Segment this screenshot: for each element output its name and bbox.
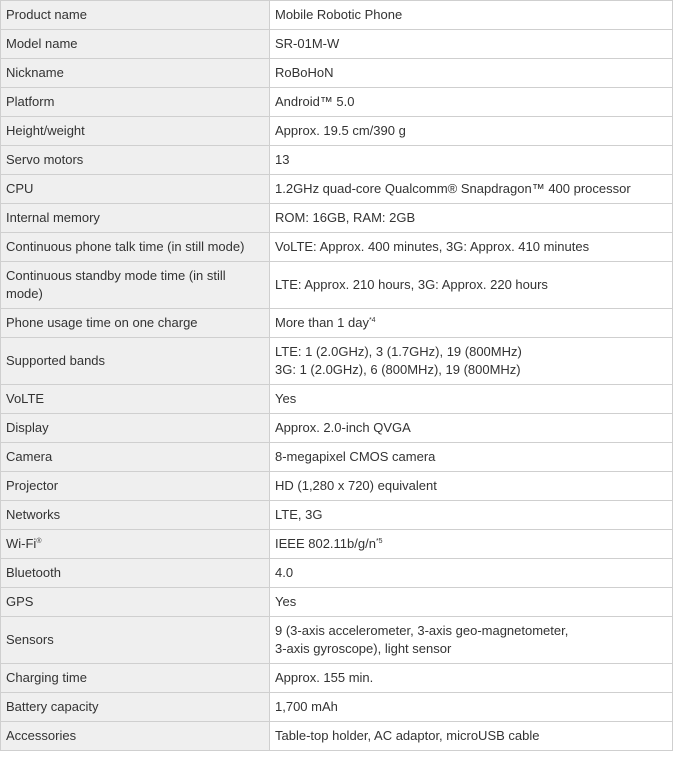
spec-row-charging-time — [1, 664, 673, 693]
spec-row-gps — [1, 588, 673, 617]
spec-label: Continuous phone talk time (in still mode) — [1, 233, 270, 262]
spec-label: Nickname — [1, 59, 270, 88]
spec-value: ROM: 16GB, RAM: 2GB — [270, 204, 673, 233]
spec-value: 1.2GHz quad-core Qualcomm® Snapdragon™ 400 processor — [270, 175, 673, 204]
spec-label: Height/weight — [1, 117, 270, 146]
spec-value — [270, 338, 673, 385]
footnote-mark: *5 — [375, 538, 383, 545]
spec-row-platform — [1, 88, 673, 117]
spec-value: Approx. 155 min. — [270, 664, 673, 693]
spec-value — [270, 617, 673, 664]
spec-value: Approx. 2.0-inch QVGA — [270, 414, 673, 443]
spec-label: Charging time — [1, 664, 270, 693]
spec-row-cpu — [1, 175, 673, 204]
spec-value: Approx. 19.5 cm/390 g — [270, 117, 673, 146]
spec-value: SR-01M-W — [270, 30, 673, 59]
spec-label: Bluetooth — [1, 559, 270, 588]
spec-value: Yes — [270, 588, 673, 617]
spec-row-standby-time — [1, 262, 673, 309]
spec-row-accessories — [1, 722, 673, 751]
spec-value: 4.0 — [270, 559, 673, 588]
registered-mark: ® — [36, 538, 42, 545]
spec-value: HD (1,280 x 720) equivalent — [270, 472, 673, 501]
spec-value: Yes — [270, 385, 673, 414]
spec-value: Table-top holder, AC adaptor, microUSB cable — [270, 722, 673, 751]
spec-value: Android™ 5.0 — [270, 88, 673, 117]
spec-row-wifi — [1, 530, 673, 559]
spec-label: Product name — [1, 1, 270, 30]
spec-row-sensors — [1, 617, 673, 664]
spec-value — [270, 530, 673, 559]
spec-row-nickname — [1, 59, 673, 88]
spec-value-line: 3G: 1 (2.0GHz), 6 (800MHz), 19 (800MHz) — [275, 362, 521, 377]
spec-label: Supported bands — [1, 338, 270, 385]
spec-label: Battery capacity — [1, 693, 270, 722]
spec-label: CPU — [1, 175, 270, 204]
spec-row-height-weight — [1, 117, 673, 146]
spec-value: RoBoHoN — [270, 59, 673, 88]
spec-value: LTE, 3G — [270, 501, 673, 530]
spec-label: Platform — [1, 88, 270, 117]
spec-value-line: 3-axis gyroscope), light sensor — [275, 641, 452, 656]
spec-value-line: LTE: 1 (2.0GHz), 3 (1.7GHz), 19 (800MHz) — [275, 344, 522, 359]
spec-row-volte — [1, 385, 673, 414]
spec-value: 8-megapixel CMOS camera — [270, 443, 673, 472]
spec-row-bluetooth — [1, 559, 673, 588]
spec-row-talk-time — [1, 233, 673, 262]
spec-value-text: IEEE 802.11b/g/n — [275, 536, 376, 551]
spec-row-networks — [1, 501, 673, 530]
spec-label: Internal memory — [1, 204, 270, 233]
spec-label-text: Wi-Fi — [6, 536, 37, 551]
spec-table-body — [1, 1, 673, 751]
spec-row-battery-capacity — [1, 693, 673, 722]
spec-label: Projector — [1, 472, 270, 501]
spec-row-projector — [1, 472, 673, 501]
spec-label: Accessories — [1, 722, 270, 751]
spec-label: Sensors — [1, 617, 270, 664]
spec-label: Display — [1, 414, 270, 443]
spec-label: Servo motors — [1, 146, 270, 175]
footnote-mark: *4 — [368, 317, 376, 324]
spec-row-display — [1, 414, 673, 443]
spec-label: Continuous standby mode time (in still mode) — [1, 262, 270, 309]
spec-row-model-name — [1, 30, 673, 59]
spec-label: VoLTE — [1, 385, 270, 414]
spec-label: Model name — [1, 30, 270, 59]
spec-label: Networks — [1, 501, 270, 530]
spec-row-servo-motors — [1, 146, 673, 175]
spec-value-line: 9 (3-axis accelerometer, 3-axis geo-magnetometer, — [275, 623, 569, 638]
spec-row-internal-memory — [1, 204, 673, 233]
spec-value: VoLTE: Approx. 400 minutes, 3G: Approx. 410 minutes — [270, 233, 673, 262]
spec-value — [270, 309, 673, 338]
spec-value: Mobile Robotic Phone — [270, 1, 673, 30]
spec-row-usage-time — [1, 309, 673, 338]
spec-row-camera — [1, 443, 673, 472]
spec-row-product-name — [1, 1, 673, 30]
spec-value: 1,700 mAh — [270, 693, 673, 722]
spec-label: GPS — [1, 588, 270, 617]
spec-value-text: More than 1 day — [275, 315, 369, 330]
spec-row-supported-bands — [1, 338, 673, 385]
spec-label: Phone usage time on one charge — [1, 309, 270, 338]
spec-label: Camera — [1, 443, 270, 472]
spec-label — [1, 530, 270, 559]
spec-value: 13 — [270, 146, 673, 175]
spec-value: LTE: Approx. 210 hours, 3G: Approx. 220 hours — [270, 262, 673, 309]
